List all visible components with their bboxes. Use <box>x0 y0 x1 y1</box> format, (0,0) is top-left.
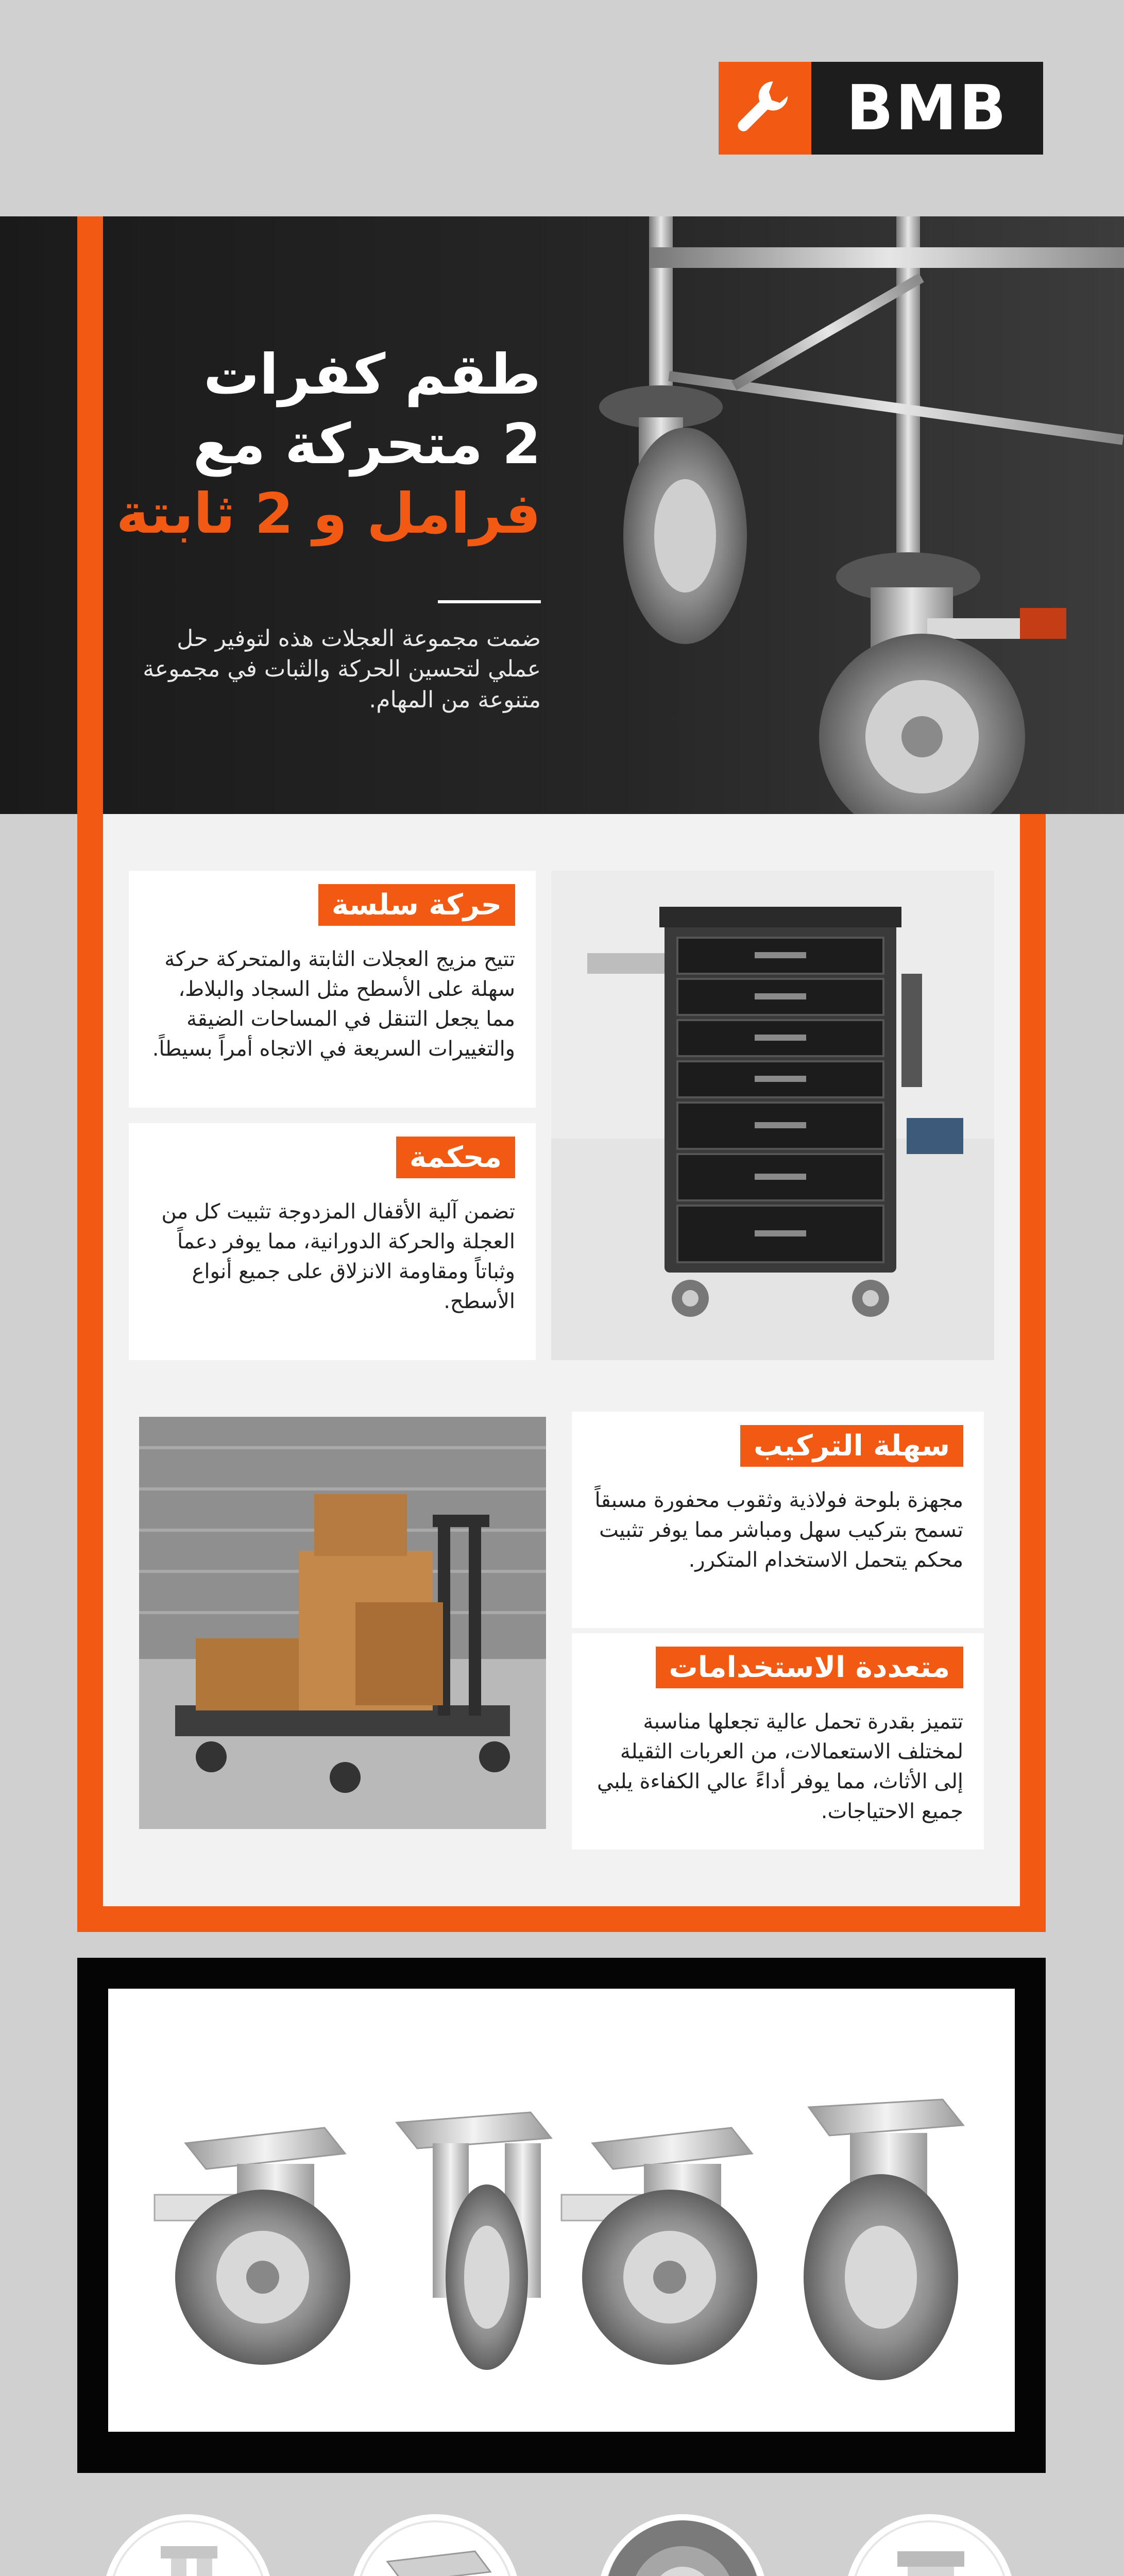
wrench-logo-icon <box>719 62 811 155</box>
feature-title: سهلة التركيب <box>740 1425 963 1467</box>
hero-image-area <box>103 216 1124 814</box>
header-logo <box>719 62 1043 155</box>
feature-card-smooth-movement <box>129 871 536 1108</box>
tool-cabinet-photo <box>551 871 994 1360</box>
attribute-circle-durable <box>845 2514 1015 2576</box>
hero-title-line1: طقم كفرات <box>203 343 541 407</box>
hero-title <box>103 340 541 549</box>
logo-text: BMB <box>811 62 1043 155</box>
feature-card-easy-install <box>572 1412 984 1628</box>
feature-title: محكمة <box>396 1137 515 1178</box>
caster-small-icon <box>109 2520 267 2576</box>
feature-text: تتيح مزيج العجلات الثابتة والمتحركة حركة سهلة على الأسطح مثل السجاد والبلاط، مما يجعل التنقل في المساحات الضيقة والتغييرات السريعة في الاتجاه أمراً بسيطاً. <box>152 947 515 1061</box>
platform-trolley-photo <box>139 1417 546 1829</box>
hero-title-line2: 2 متحركة مع <box>193 412 541 477</box>
hero-description: ضمت مجموعة العجلات هذه لتوفير حل عملي لتحسين الحركة والثبات في مجموعة متنوعة من المهام. <box>143 625 541 713</box>
caster-fixed-2 <box>804 2099 963 2380</box>
feature-text: تتميز بقدرة تحمل عالية تجعلها مناسبة لمختلف الاستعمالات، من العربات الثقيلة إلى الأثاث، مما يوفر أداءً عالي الكفاءة يلبي جميع الاحتياجات. <box>597 1710 963 1823</box>
caster-plate-icon <box>356 2520 514 2576</box>
caster-front-icon <box>851 2520 1009 2576</box>
attribute-circle-no-marks <box>598 2514 768 2576</box>
attribute-circle-quiet <box>103 2514 273 2576</box>
feature-title: حركة سلسة <box>318 884 515 926</box>
feature-title: متعددة الاستخدامات <box>656 1647 963 1688</box>
feature-text: مجهزة بلوحة فولاذية وثقوب محفورة مسبقاً تسمح بتركيب سهل ومباشر مما يوفر تثبيت محكم يتحمل الاستخدام المتكرر. <box>594 1488 963 1572</box>
hero-title-line3: فرامل و 2 ثابتة <box>116 482 541 546</box>
caster-set-photo <box>108 1989 1015 2432</box>
caster-braked-2 <box>561 2128 757 2365</box>
feature-card-secure <box>129 1123 536 1360</box>
feature-card-versatile <box>572 1633 984 1850</box>
trolley-caster-illustration <box>567 216 1124 814</box>
wheel-closeup-icon <box>604 2520 761 2576</box>
caster-fixed-1 <box>397 2112 551 2370</box>
attribute-circle-corrosion <box>350 2514 520 2576</box>
caster-braked-1 <box>155 2128 350 2365</box>
feature-text: تضمن آلية الأقفال المزدوجة تثبيت كل من العجلة والحركة الدورانية، مما يوفر دعماً وثباتاً ومقاومة الانزلاق على جميع أنواع الأسطح. <box>161 1200 515 1313</box>
hero-divider <box>438 600 541 603</box>
